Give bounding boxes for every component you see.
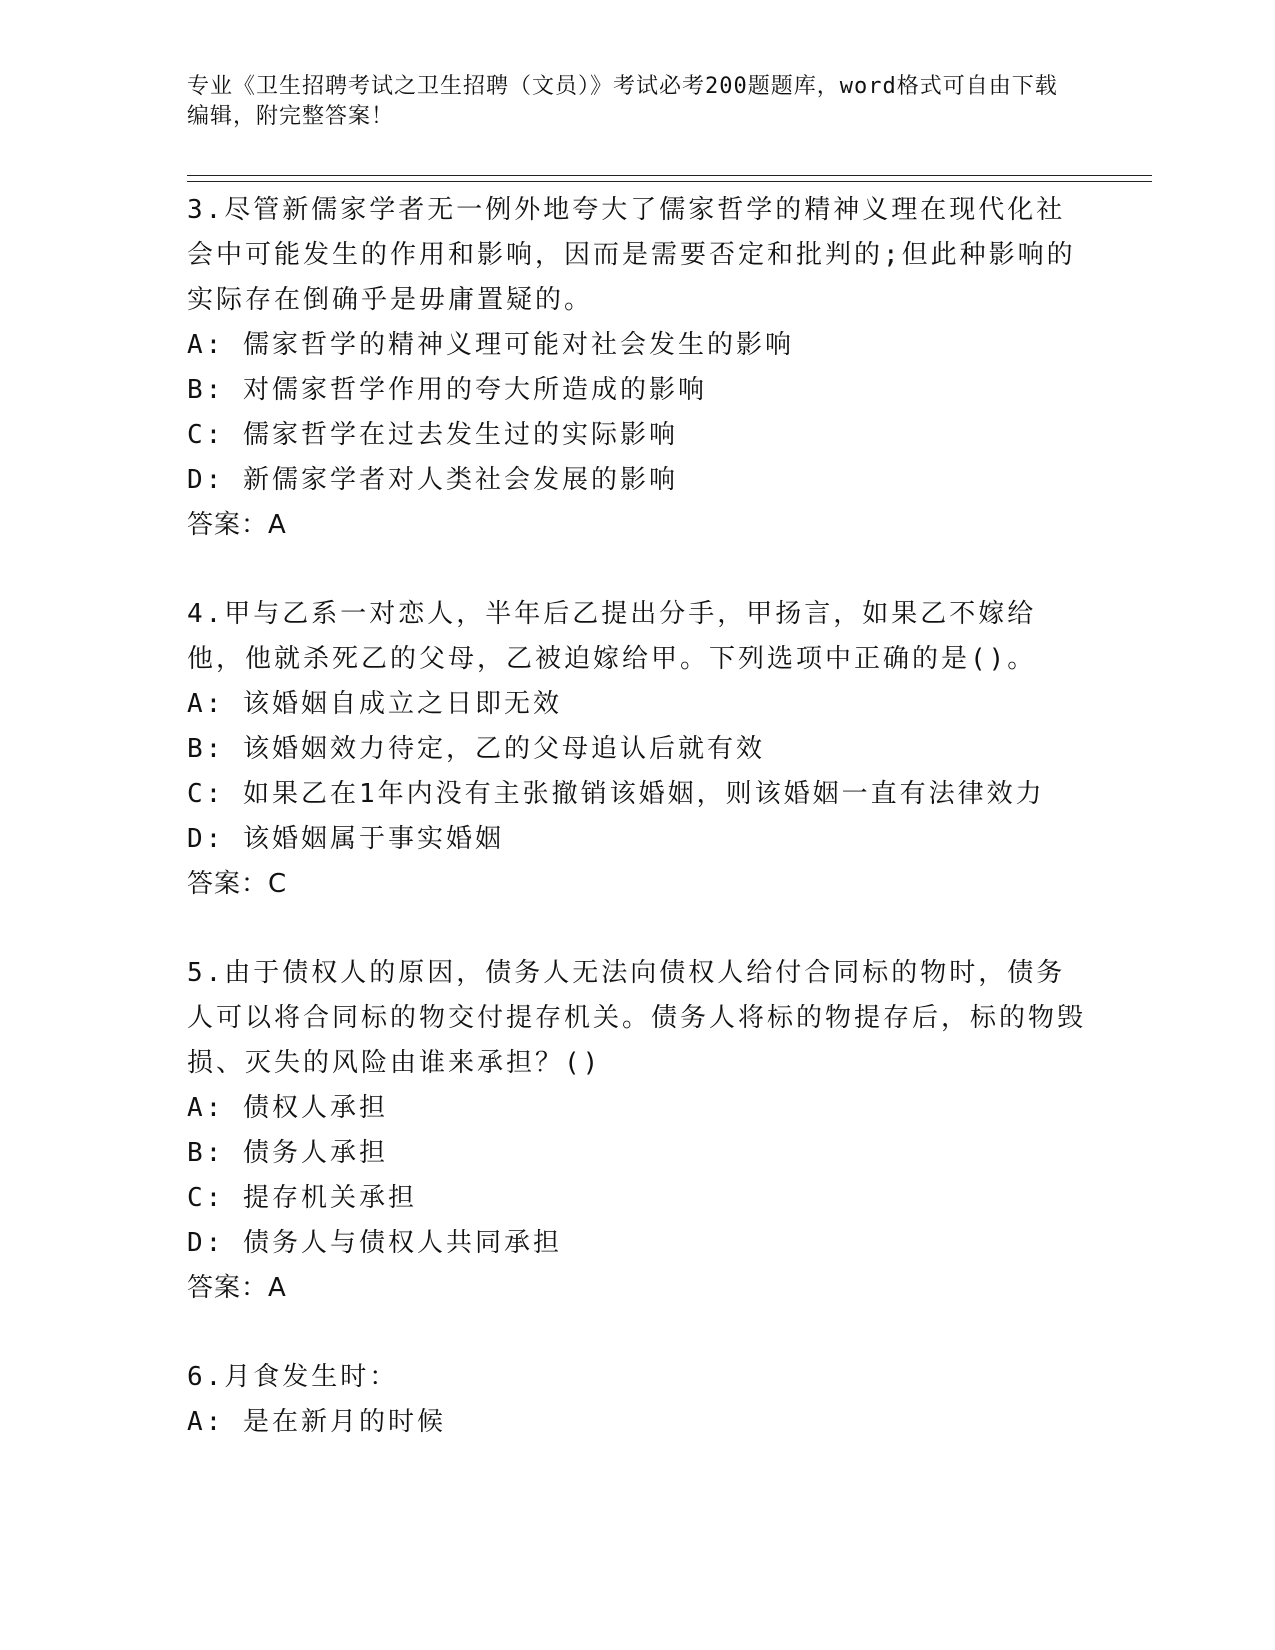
option-a: A: 债权人承担 [187, 1093, 388, 1123]
question-6 [187, 1355, 1087, 1445]
option-d: D: 该婚姻属于事实婚姻 [187, 824, 504, 854]
question-stem: 5.由于债权人的原因，债务人无法向债权人给付合同标的物时，债务人可以将合同标的物交付提存机关。债务人将标的物提存后，标的物毁损、灭失的风险由谁来承担？() [187, 958, 1087, 1078]
option-a: A: 儒家哲学的精神义理可能对社会发生的影响 [187, 330, 794, 360]
question-5 [187, 951, 1087, 1311]
header-divider-top [187, 175, 1152, 176]
option-d: D: 债务人与债权人共同承担 [187, 1228, 562, 1258]
question-4 [187, 592, 1087, 907]
answer-line: 答案：A [187, 1273, 287, 1303]
answer-line: 答案：C [187, 869, 288, 899]
question-list [187, 188, 1087, 1489]
option-c: C: 如果乙在1年内没有主张撤销该婚姻，则该婚姻一直有法律效力 [187, 779, 1045, 809]
option-d: D: 新儒家学者对人类社会发展的影响 [187, 465, 678, 495]
option-a: A: 该婚姻自成立之日即无效 [187, 689, 562, 719]
question-stem: 6.月食发生时： [187, 1362, 399, 1392]
document-header: 专业《卫生招聘考试之卫生招聘（文员）》考试必考200题题库，word格式可自由下载编辑，附完整答案！ [187, 74, 1058, 129]
question-stem: 4.甲与乙系一对恋人，半年后乙提出分手，甲扬言，如果乙不嫁给他，他就杀死乙的父母，乙被迫嫁给甲。下列选项中正确的是()。 [187, 599, 1037, 674]
option-b: B: 对儒家哲学作用的夸大所造成的影响 [187, 375, 707, 405]
question-3 [187, 188, 1087, 548]
option-b: B: 该婚姻效力待定，乙的父母追认后就有效 [187, 734, 765, 764]
header-divider-bottom [187, 181, 1152, 182]
question-stem: 3.尽管新儒家学者无一例外地夸大了儒家哲学的精神义理在现代化社会中可能发生的作用和影响，因而是需要否定和批判的;但此种影响的实际存在倒确乎是毋庸置疑的。 [187, 195, 1076, 315]
answer-line: 答案：A [187, 510, 287, 540]
option-b: B: 债务人承担 [187, 1138, 388, 1168]
option-a: A: 是在新月的时候 [187, 1407, 446, 1437]
option-c: C: 提存机关承担 [187, 1183, 417, 1213]
option-c: C: 儒家哲学在过去发生过的实际影响 [187, 420, 678, 450]
